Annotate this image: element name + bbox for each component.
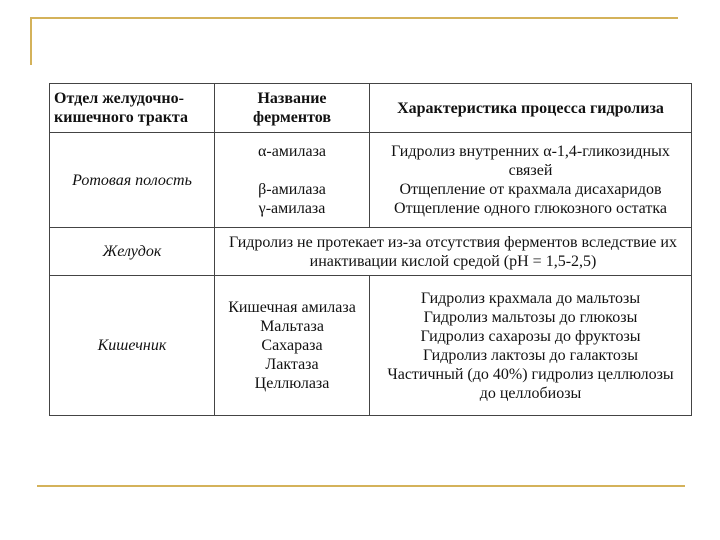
enzyme-item: α-амилаза (257, 143, 326, 160)
enzyme-item: β-амилаза (258, 181, 326, 198)
process-item: Гидролиз сахарозы до фруктозы (420, 327, 641, 345)
stomach-note: Гидролиз не протекает из-за отсутствия ферментов вследствие их инактивации кислой средой (рН = 1,5-2,5) (215, 228, 692, 276)
process-item: Отщепление от крахмала дисахаридов (399, 181, 662, 198)
header-section: Отдел желудочно- кишечного тракта (50, 84, 215, 133)
section-mouth: Ротовая полость (50, 133, 215, 228)
row-mouth (50, 133, 692, 228)
process-item: до целлобиозы (479, 384, 582, 402)
header-process: Характеристика процесса гидролиза (370, 84, 692, 133)
left-rule (30, 17, 32, 65)
enzyme-item: Лактаза (265, 356, 319, 373)
process-item: Отщепление одного глюкозного остатка (394, 200, 667, 217)
enzyme-item: Целлюлаза (254, 375, 330, 392)
process-item: Гидролиз мальтозы до глюкозы (423, 308, 638, 326)
enzyme-item: γ-амилаза (258, 200, 326, 217)
enzyme-item: Кишечная амилаза (228, 299, 356, 316)
enzymes-mouth (215, 133, 370, 228)
section-intestine: Кишечник (50, 276, 215, 416)
enzymes-intestine (215, 276, 370, 416)
process-item: Гидролиз внутренних α-1,4-гликозидных (391, 143, 670, 160)
top-rule (30, 17, 678, 19)
bottom-rule (37, 485, 685, 487)
enzyme-table (49, 83, 692, 416)
section-stomach: Желудок (50, 228, 215, 276)
processes-intestine (370, 276, 692, 416)
row-intestine (50, 276, 692, 416)
processes-mouth (370, 133, 692, 228)
header-row (50, 84, 692, 133)
process-item: Гидролиз крахмала до мальтозы (420, 289, 641, 307)
row-stomach (50, 228, 692, 276)
process-item: Частичный (до 40%) гидролиз целлюлозы (387, 365, 674, 383)
process-item: связей (508, 162, 553, 179)
enzyme-item: Сахараза (261, 337, 323, 354)
enzyme-item: Мальтаза (260, 318, 324, 335)
header-enzymes: Название ферментов (215, 84, 370, 133)
process-item: Гидролиз лактозы до галактозы (423, 346, 638, 364)
